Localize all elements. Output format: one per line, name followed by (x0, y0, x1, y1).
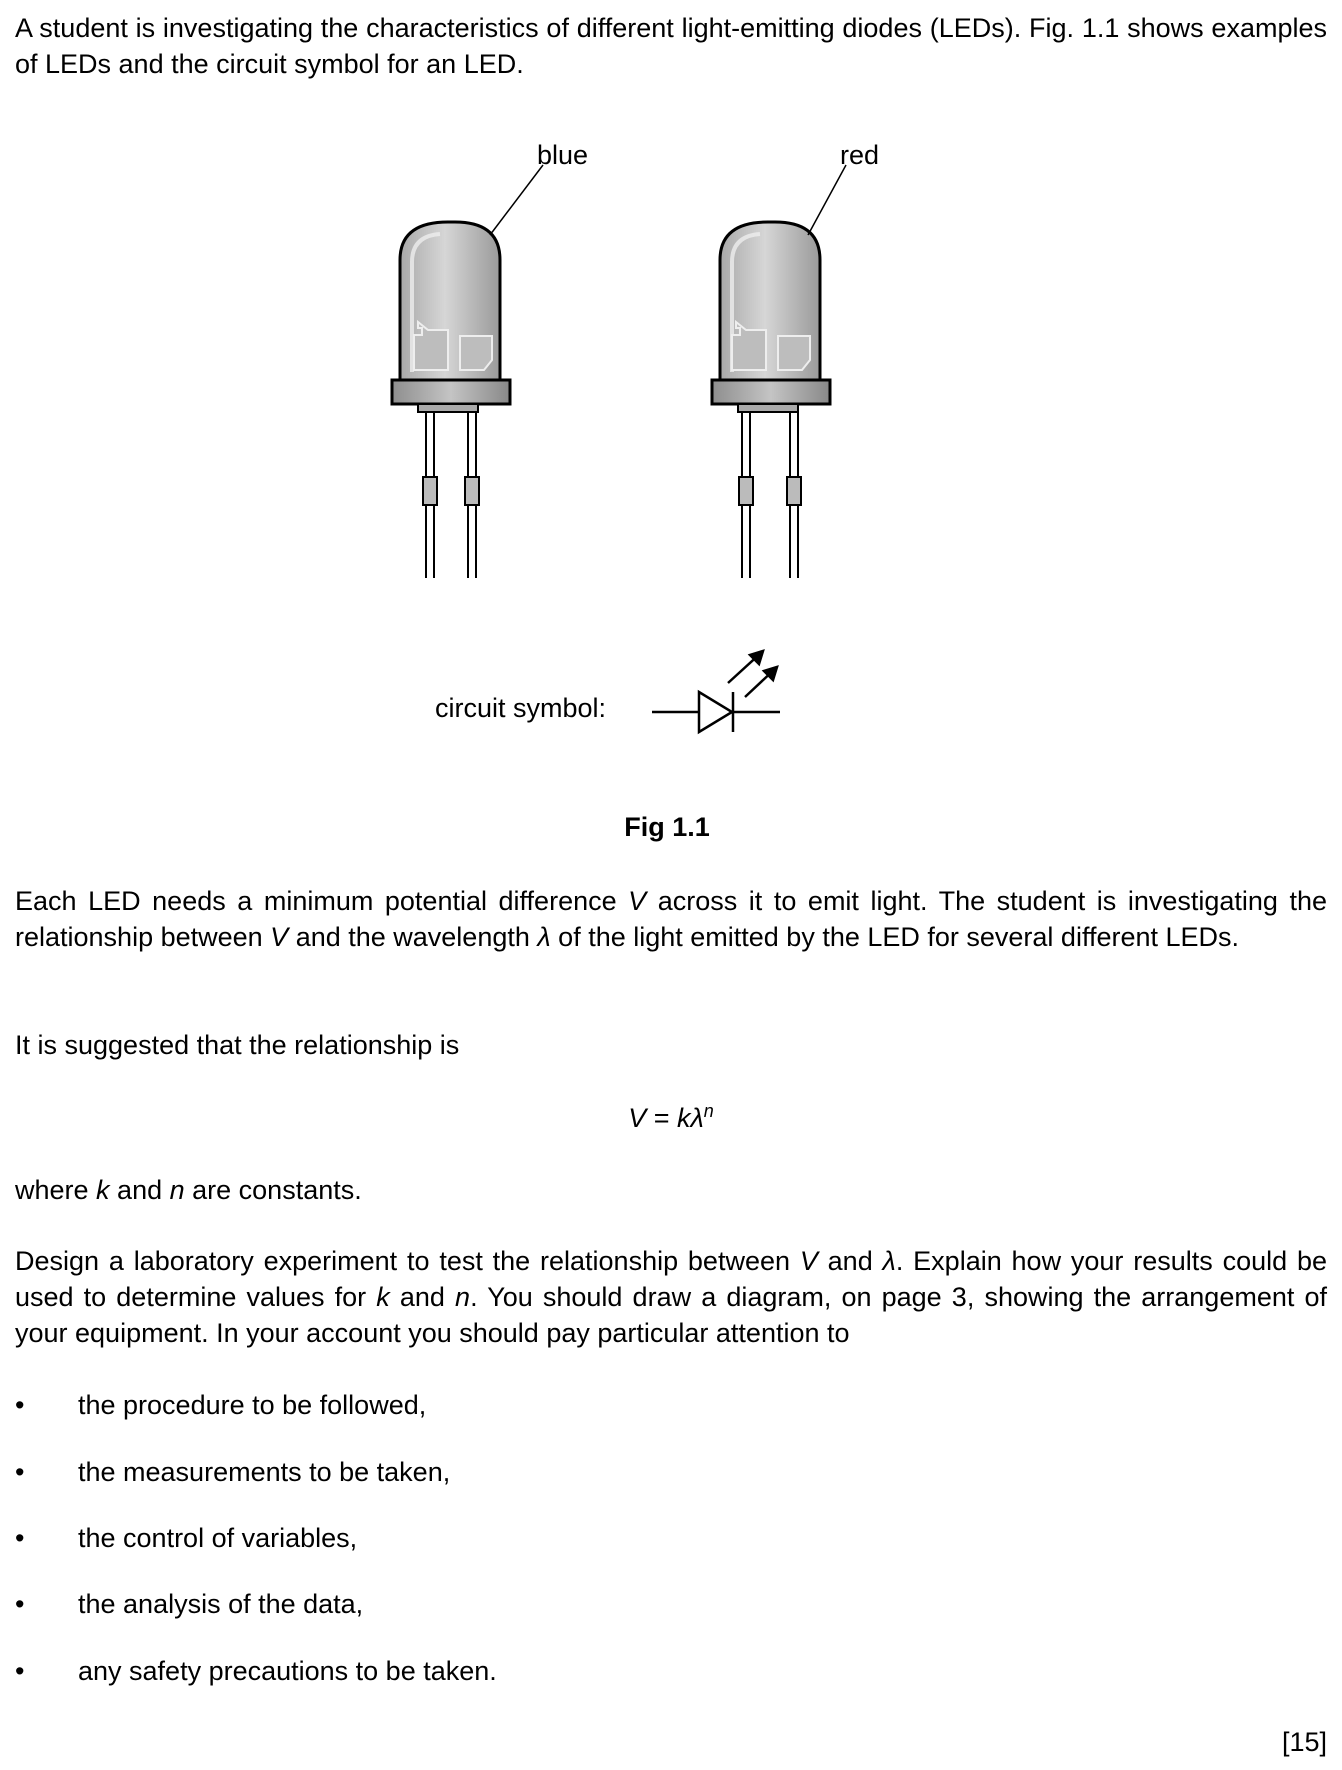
suggestion-text: It is suggested that the relationship is (15, 1030, 460, 1060)
circuit-symbol-label: circuit symbol: (435, 693, 607, 723)
led-circuit-symbol (652, 651, 780, 732)
intro-text: A student is investigating the characteristics of different light-emitting diodes (LEDs). Fig. 1.1 shows examples of LEDs and the circuit symbol for an LED. (15, 13, 1327, 79)
equation: $V = k\lambda^n$ (628, 1101, 714, 1133)
blue-led (392, 165, 543, 578)
marks-total: [15] (1281, 1727, 1327, 1757)
constants-text: where k and n are constants. (15, 1175, 362, 1205)
paragraph-led-pd: Each LED needs a minimum potential difference V across it to emit light. The student is investigating the relationship between V and the wavelength λ of the light emitted by the LED for several different LEDs. (15, 886, 1328, 952)
red-led-label: red (840, 140, 880, 170)
design-instructions: Design a laboratory experiment to test the relationship between V and λ. Explain how your results could be used to determine values for k and n. You should draw a diagram, on page 3, showing the arrangement of your equipment. In your account you should pay particular attention to (15, 1246, 1327, 1348)
blue-led-label: blue (537, 140, 589, 170)
red-led (712, 165, 846, 578)
figure-caption: Fig 1.1 (624, 812, 710, 842)
led-figure (0, 0, 1342, 760)
